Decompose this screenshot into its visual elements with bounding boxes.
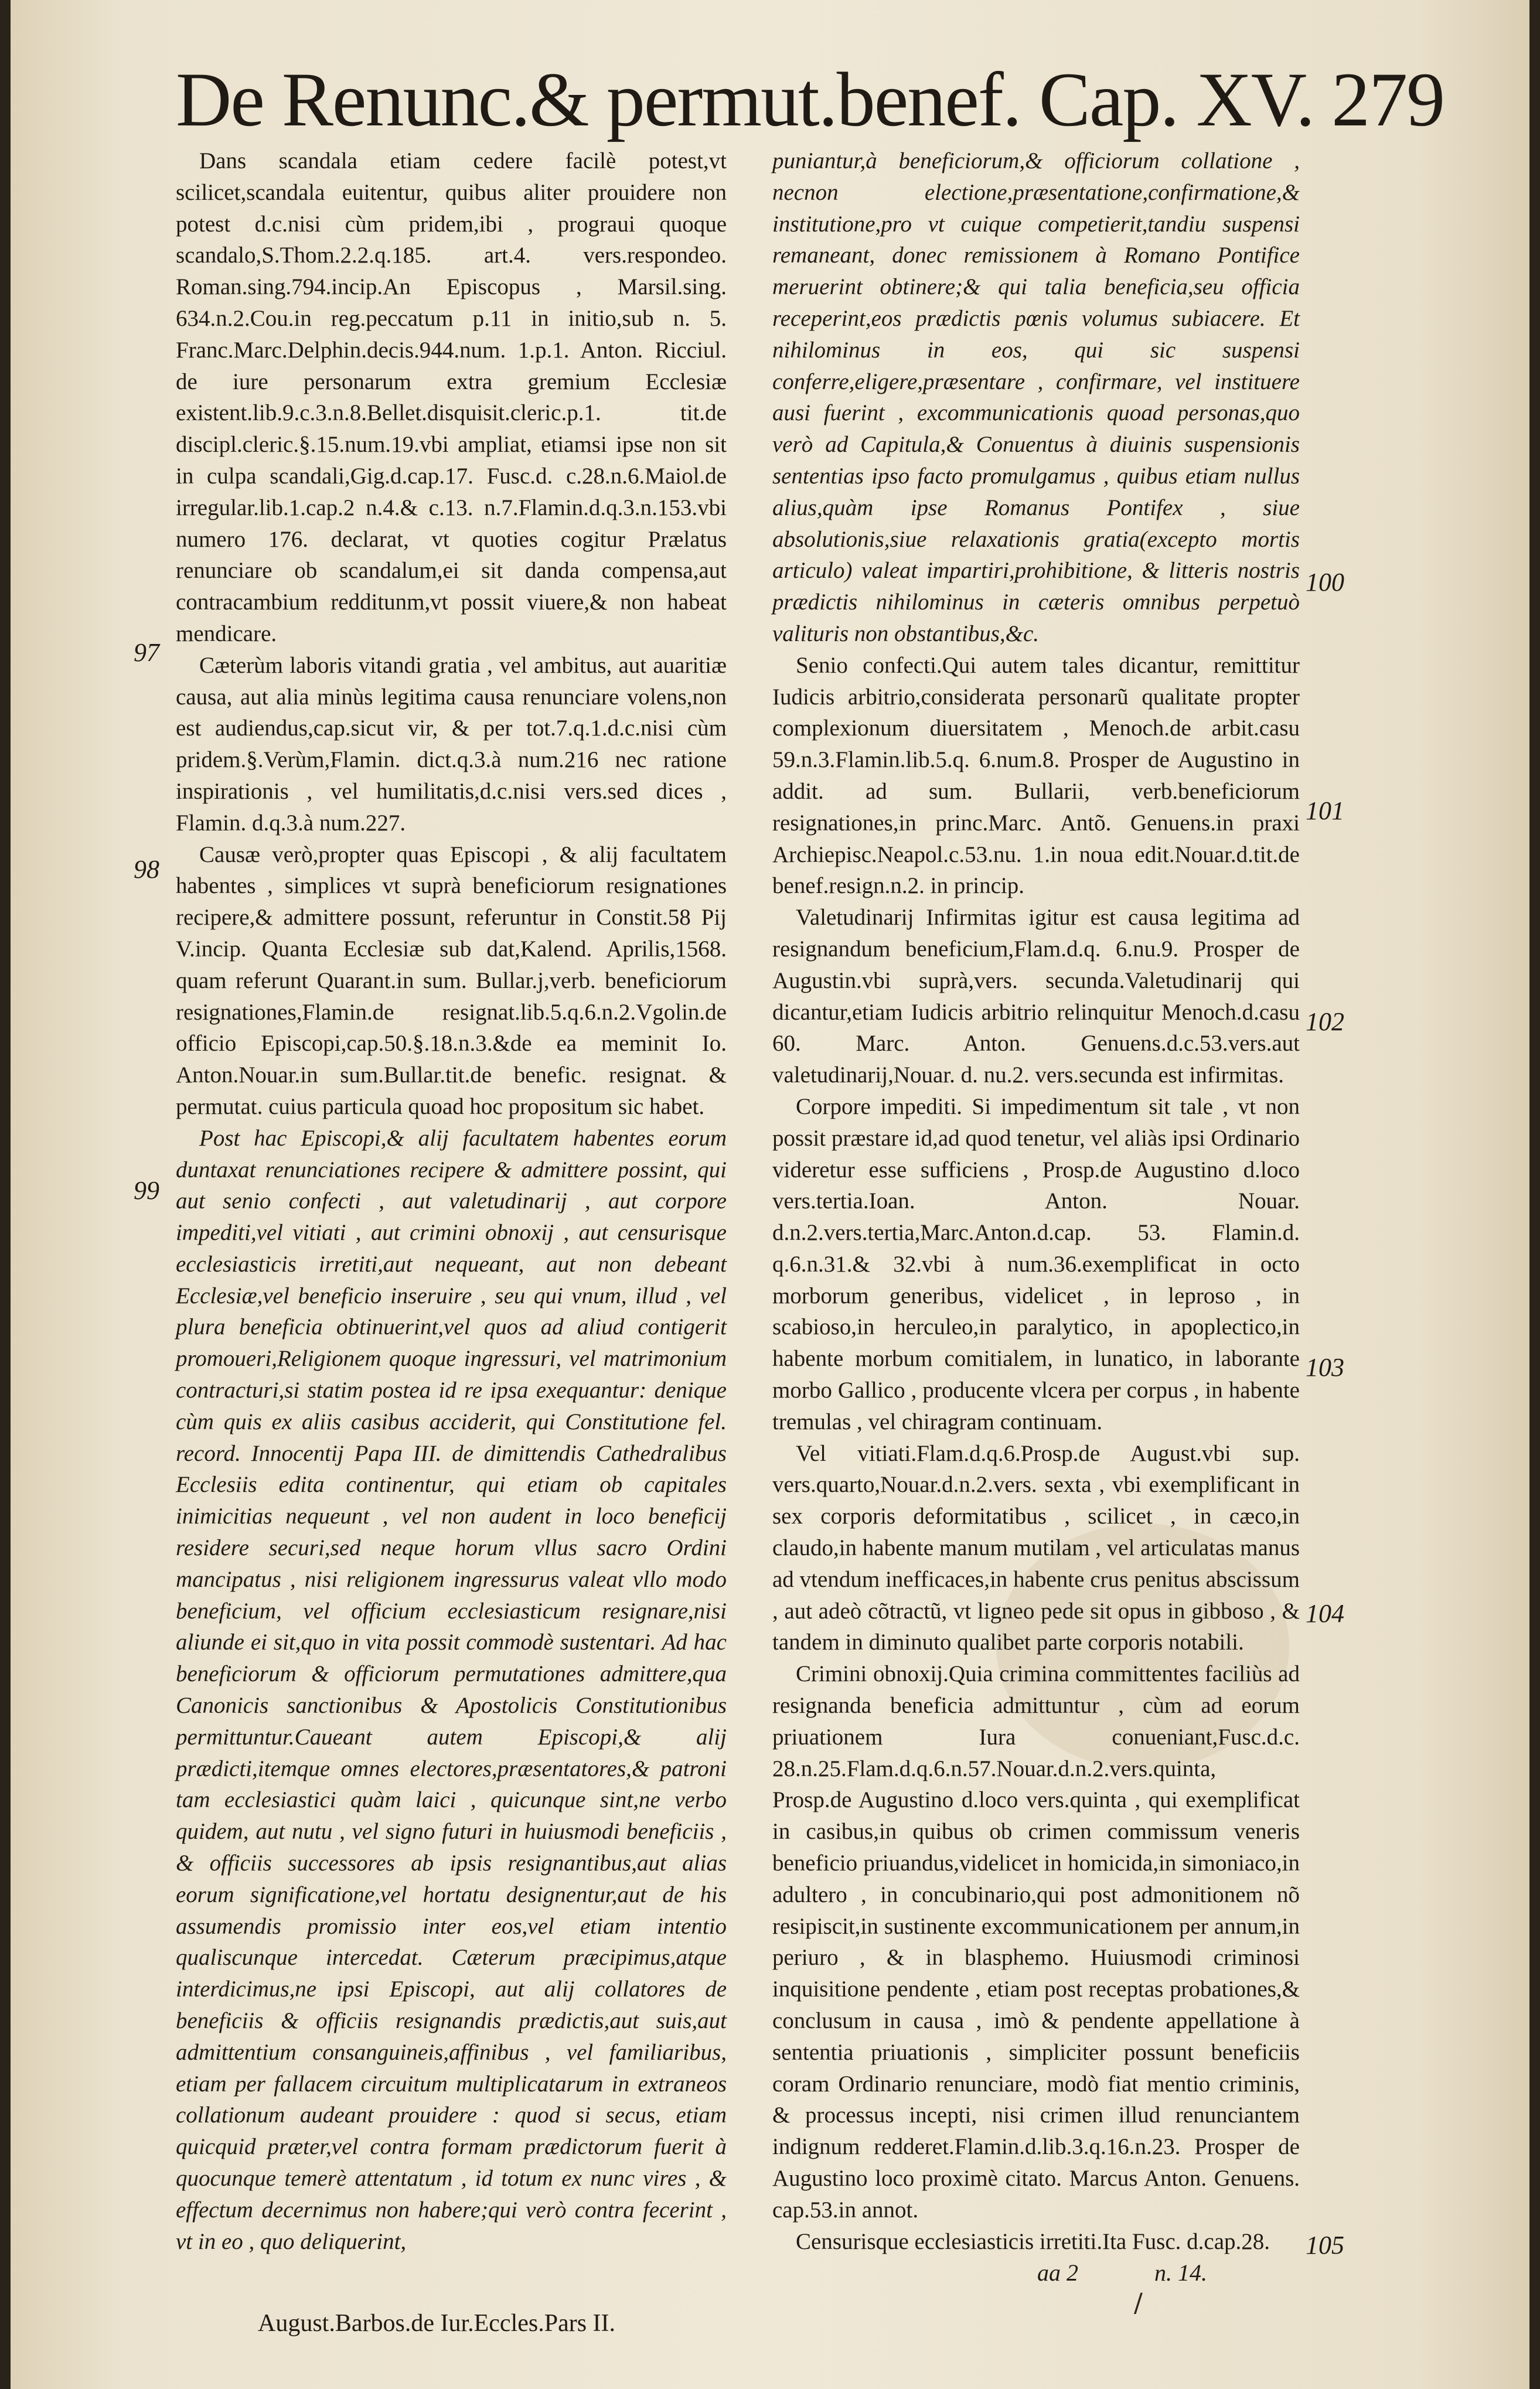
running-title: De Renunc.& permut.benef. Cap. XV. — [176, 56, 1314, 142]
margin-number-99: 99 — [134, 1176, 159, 1205]
right-paragraph-valetudinarij: Valetudinarij Infirmitas igitur est causa legitima ad resignandum beneficium,Flam.d.q. 6.nu.9. Prosper de Augustin.vbi suprà,vers. secunda.Valetudinarij qui dicantur,etiam Iudicis arbitrio relinquitur Menoch.d.casu 60. Marc. Anton. Genuens.d.c.53.vers.aut valetudinarij,Nouar. d. nu.2. vers.secunda est infirmitas. — [772, 905, 1300, 1088]
margin-number-104: 104 — [1306, 1599, 1344, 1628]
right-paragraph-vitiati: Vel vitiati.Flam.d.q.6.Prosp.de August.vbi sup. vers.quarto,Nouar.d.n.2.vers. sexta , vbi exemplificant in sex corporis deformitatibus , scilicet , in cæco,in claudo,in habente manum mutilam , vel articulatas manus ad vtendum inefficaces,in habente crus penitus abscissum , aut adeò cõtractũ, vt ligneo pede sit opus in gibboso , & tandem in diminuto qualibet parte corporis notabili. — [772, 1440, 1300, 1655]
margin-number-101: 101 — [1306, 796, 1344, 825]
right-paragraph-crimini: Crimini obnoxij.Quia crimina committentes faciliùs ad resignanda beneficia admittuntur , cùm ad eorum priuationem Iura conueniant,Fusc.d.c. 28.n.25.Flam.d.q.6.n.57.Nouar.d.n.2.vers.quinta, Prosp.de Augustino d.loco vers.quinta , qui exemplificat in casibus,in quibus ob crimen commissum veneris beneficio priuandus,videlicet in homicida,in simoniaco,in adultero , in concubinario,qui post admonitionem nõ resipiscit,in sustinente excommunicationem per annum,in periuro , & in blasphemo. Huiusmodi criminosi inquisitione pendente , etiam post receptas probationes,& conclusum in causa , imò & pendente appellatione à sententia priuationis , simpliciter possunt beneficiis coram Ordinario renunciare, modò fiat mentio criminis, & processus incepti, nisi crimen illud renunciantem indignum redderet.Flamin.d.lib.3.q.16.n.23. Prosper de Augustino loco proximè citato. Marcus Anton. Genuens. cap.53.in annot. — [772, 1661, 1300, 2223]
right-paragraph-corpore: Corpore impediti. Si impedimentum sit tale , vt non possit præstare id,ad quod tenetur, vel aliàs ipsi Ordinario videretur esse sufficiens , Prosp.de Augustino d.loco vers.tertia.Ioan. Anton. Nouar. d.n.2.vers.tertia,Marc.Anton.d.cap. 53. Flamin.d. q.6.n.31.& 32.vbi à num.36.exemplificat in octo morborum generibus, videlicet , in leproso , in scabioso,in herculeo,in paralytico, in apoplectico,in habente morbum comitialem, in lunatico, in laborante morbo Gallico , producente vlcera per corpus , in habente tremulas , vel chiragram continuam. — [772, 1093, 1300, 1434]
left-paragraph-2: Cæterùm laboris vitandi gratia , vel ambitus, aut auaritiæ causa, aut alia minùs legitima causa renunciare volens,non est audiendus,cap.sicut vir, & per tot.7.q.1.d.c.nisi cùm pridem.§.Verùm,Flamin. dict.q.3.à num.216 nec ratione inspirationis , vel humilitatis,d.c.nisi vers.sed dices , Flamin. d.q.3.à num.227. — [176, 652, 727, 836]
catchword: n. 14. — [1154, 2260, 1207, 2286]
margin-number-102: 102 — [1306, 1007, 1344, 1036]
margin-number-97: 97 — [134, 638, 159, 667]
page-edge-right — [1529, 0, 1540, 2389]
right-paragraph-quotation-end: puniantur,à beneficiorum,& officiorum collatione , necnon electione,præsentatione,confirmatione,& institutione,pro vt cuique competierit,tandiu suspensi remaneant, donec remissionem à Romano Pontifice meruerint obtinere;& qui talia beneficia,seu officia receperint,eos prædictis pœnis volumus subiacere. Et nihilominus in eos, qui sic suspensi conferre,eligere,præsentare , confirmare, vel instituere ausi fuerint , excommunicationis quoad personas,quo verò ad Capitula,& Conuentus à diuinis suspensionis sententias ipso facto promulgamus , quibus etiam nullus alius,quàm ipse Romanus Pontifex , siue absolutionis,siue relaxationis gratia(excepto mortis articulo) valeat impartiri,prohibitione, & litteris nostris prædictis nihilominus in cæteris omnibus perpetuò valituris non obstantibus,&c. — [772, 148, 1300, 646]
right-paragraph-senio: Senio confecti.Qui autem tales dicantur, remittitur Iudicis arbitrio,considerata personarũ qualitate propter complexionum diuersitatem , Menoch.de arbit.casu 59.n.3.Flamin.lib.5.q. 6.num.8. Prosper de Augustino in addit. ad sum. Bullarii, verb.beneficiorum resignationes,in princ.Marc. Antõ. Genuens.in praxi Archiepisc.Neapol.c.53.nu. 1.in noua edit.Nouar.d.tit.de benef.resign.n.2. in princip. — [772, 652, 1300, 899]
page-edge-left — [0, 0, 11, 2389]
left-column — [176, 145, 727, 2254]
page-number: 279 — [1331, 56, 1444, 142]
right-column — [772, 145, 1300, 2254]
margin-number-98: 98 — [134, 855, 159, 884]
left-paragraph-1: Dans scandala etiam cedere facilè potest,vt scilicet,scandala euitentur, quibus aliter prouidere non potest d.c.nisi cùm pridem,ibi , prograui quoque scandalo,S.Thom.2.2.q.185. art.4. vers.respondeo. Roman.sing.794.incip.An Episcopus , Marsil.sing. 634.n.2.Cou.in reg.peccatum p.11 in initio,sub n. 5. Franc.Marc.Delphin.decis.944.num. 1.p.1. Anton. Ricciul. de iure personarum extra gremium Ecclesiæ existent.lib.9.c.3.n.8.Bellet.disquisit.cleric.p.1. tit.de discipl.cleric.§.15.num.19.vbi ampliat, etiamsi ipse non sit in culpa scandali,Gig.d.cap.17. Fusc.d. c.28.n.6.Maiol.de irregular.lib.1.cap.2 n.4.& c.13. n.7.Flamin.d.q.3.n.153.vbi numero 176. declarat, vt quoties cogitur Prælatus renunciare ob scandalum,ei sit danda compensa,aut contracambium redditunm,vt possit viuere,& non habeat mendicare. — [176, 148, 727, 646]
footer-signature-line — [1037, 2259, 1283, 2288]
margin-number-105: 105 — [1306, 2231, 1344, 2260]
running-header — [176, 56, 1444, 142]
right-paragraph-censuris: Censurisque ecclesiasticis irretiti.Ita Fusc. d.cap.28. — [796, 2228, 1270, 2254]
footer-author-line: August.Barbos.de Iur.Eccles.Pars II. — [258, 2310, 616, 2337]
left-paragraph-quotation: Post hac Episcopi,& alij facultatem habentes eorum duntaxat renunciationes recipere & admittere possint, qui aut senio confecti , aut valetudinarij , aut corpore impediti,vel vitiati , aut crimini obnoxij , aut censurisque ecclesiasticis irretiti,aut nequeant, aut non debeant Ecclesiæ,vel beneficio inseruire , seu qui vnum, illud , vel plura beneficia obtinuerint,vel quos ad aliud contigerit promoueri,Religionem quoque ingressuri, vel matrimonium contracturi,si statim postea id re ipsa exequantur: denique cùm quis ex aliis casibus acciderit, qui Constitutione fel. record. Innocentij Papa III. de dimittendis Cathedralibus Ecclesiis edita continentur, qui etiam ob capitales inimicitias nequeunt , vel non audent in loco beneficij residere securi,sed neque horum vllus sacro Ordini mancipatus , nisi religionem ingressurus valeat vllo modo beneficium, vel officium ecclesiasticum resignare,nisi aliunde ei sit,quo in vita possit commodè sustentari. Ad hac beneficiorum & officiorum permutationes admittere,qua Canonicis sanctionibus & Apostolicis Constitutionibus permittuntur.Caueant autem Episcopi,& alij prædicti,itemque omnes electores,præsentatores,& patroni tam ecclesiastici quàm laici , quicunque sint,ne verbo quidem, aut nutu , vel signo futuri in huiusmodi beneficiis , & officiis successores ab ipsis resignantibus,aut alias eorum significatione,vel hortatu designentur,aut de his assumendis promissio inter eos,vel etiam intentio qualiscunque intercedat. Cæterum præcipimus,atque interdicimus,ne ipsi Episcopi, aut alij collatores de beneficiis & officiis resignandis prædictis,aut suis,aut admittentium consanguineis,affinibus , vel familiaribus, etiam per fallacem circuitum multiplicatarum in extraneos collationum audeant prouidere : quod si secus, etiam quicquid præter,vel contra formam prædictorum fuerit à quocunque temerè attentatum , id totum ex nunc vires , & effectum decernimus non habere;qui verò contra fecerint , vt in eo , quo deliquerint, — [176, 1125, 727, 2254]
margin-number-100: 100 — [1306, 568, 1344, 597]
signature-mark: aa 2 — [1037, 2260, 1078, 2286]
left-paragraph-3: Causæ verò,propter quas Episcopi , & alij facultatem habentes , simplices vt suprà beneficiorum resignationes recipere,& admittere possunt, referuntur in Constit.58 Pij V.incip. Quanta Ecclesiæ sub dat,Kalend. Aprilis,1568. quam referunt Quarant.in sum. Bullar.j,verb. beneficiorum resignationes,Flamin.de resignat.lib.5.q.6.n.2.Vgolin.de officio Episcopi,cap.50.§.18.n.3.&de ea meminit Io. Anton.Nouar.in sum.Bullar.tit.de benefic. resignat. & permutat. cuius particula quoad hoc propositum sic habet. — [176, 841, 727, 1119]
margin-number-103: 103 — [1306, 1353, 1344, 1382]
ink-stroke: / — [1134, 2288, 1143, 2318]
